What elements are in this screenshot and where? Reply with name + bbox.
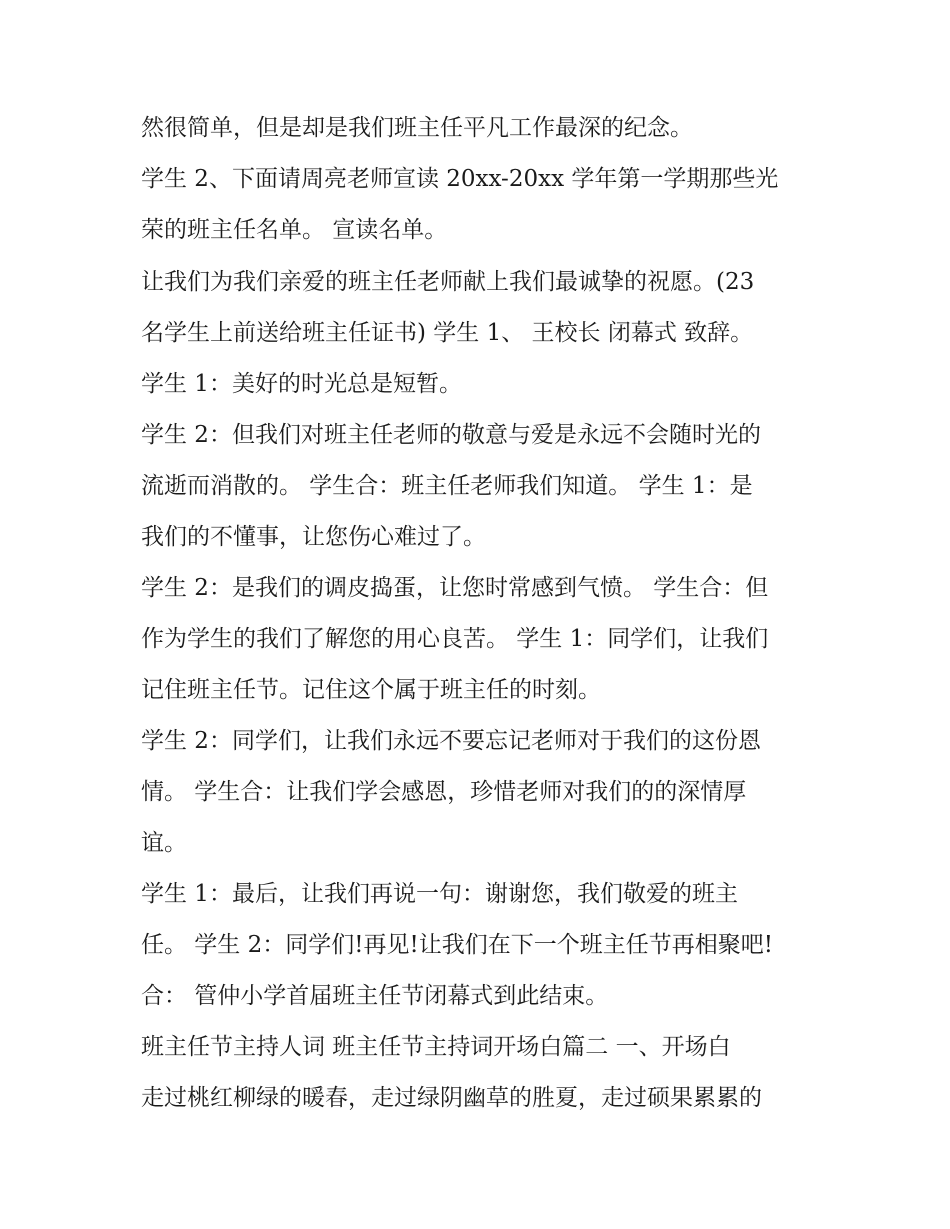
text-line: 学生 2：同学们，让我们永远不要忘记老师对于我们的这份恩: [141, 728, 761, 754]
text-line: 合： 管仲小学首届班主任节闭幕式到此结束。: [141, 983, 609, 1009]
text-line: 情。 学生合：让我们学会感恩，珍惜老师对我们的的深情厚: [141, 779, 747, 805]
text-line: 记住班主任节。记住这个属于班主任的时刻。: [141, 677, 601, 703]
text-line: 任。 学生 2：同学们!再见!让我们在下一个班主任节再相聚吧!: [141, 932, 773, 958]
text-line: 学生 2：但我们对班主任老师的敬意与爱是永远不会随时光的: [141, 422, 761, 448]
text-line: 作为学生的我们了解您的用心良苦。 学生 1：同学们，让我们: [141, 626, 769, 652]
text-line: 学生 2、下面请周亮老师宣读 20xx-20xx 学年第一学期那些光: [141, 166, 779, 192]
text-line: 谊。: [141, 830, 187, 856]
text-line: 我们的不懂事，让您伤心难过了。: [141, 524, 486, 550]
text-line: 让我们为我们亲爱的班主任老师献上我们最诚挚的祝愿。(23: [141, 269, 755, 295]
text-line: 然很简单，但是却是我们班主任平凡工作最深的纪念。: [141, 115, 693, 141]
text-line: 流逝而消散的。 学生合：班主任老师我们知道。 学生 1：是: [141, 473, 753, 499]
text-line: 学生 2：是我们的调皮捣蛋，让您时常感到气愤。 学生合：但: [141, 575, 769, 601]
text-line: 学生 1：美好的时光总是短暂。: [141, 371, 462, 397]
text-line: 名学生上前送给班主任证书) 学生 1、 王校长 闭幕式 致辞。: [141, 320, 754, 346]
text-line: 学生 1：最后，让我们再说一句：谢谢您，我们敬爱的班主: [141, 881, 738, 907]
text-line: 班主任节主持人词 班主任节主持词开场白篇二 一、开场白: [141, 1034, 731, 1060]
text-line: 荣的班主任名单。 宣读名单。: [141, 217, 448, 243]
text-line: 走过桃红柳绿的暖春，走过绿阴幽草的胜夏，走过硕果累累的: [141, 1085, 762, 1111]
